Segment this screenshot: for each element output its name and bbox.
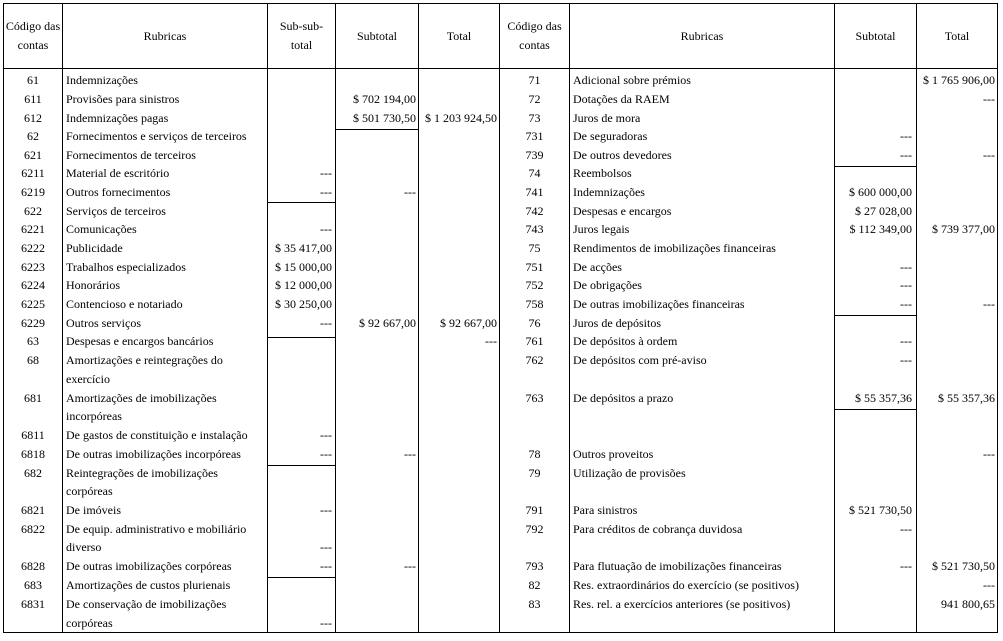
left-rubrica: Honorários <box>66 278 120 292</box>
right-total-value: $ 55 357,36 <box>938 391 995 405</box>
left-subsubtotal-value <box>268 332 332 351</box>
right-total-value <box>917 464 995 483</box>
left-subsubtotal-value <box>268 127 332 146</box>
left-total-value <box>419 90 497 109</box>
left-account-code: 6219 <box>21 185 45 199</box>
right-total-value <box>917 239 995 258</box>
left-rubrica: Reintegrações de imobilizações <box>66 466 218 480</box>
right-account-code: 75 <box>528 241 541 255</box>
left-subtotal-value <box>336 71 416 90</box>
right-account-code: 741 <box>525 185 544 199</box>
right-subtotal-value <box>835 314 912 333</box>
left-account-code: 681 <box>24 391 42 405</box>
right-subtotal-value: $ 600 000,00 <box>849 185 912 199</box>
left-account-code: 6221 <box>21 222 45 236</box>
right-account-code: 78 <box>528 447 541 461</box>
right-total-value: $ 739 377,00 <box>932 222 995 236</box>
left-account-code: 682 <box>24 466 42 480</box>
right-rubrica <box>573 482 833 501</box>
right-rubrica <box>573 407 833 426</box>
right-total-value <box>917 426 995 445</box>
right-total-value <box>917 183 995 202</box>
left-subsubtotal-value: --- <box>320 222 332 236</box>
right-rubrica: Para créditos de cobrança duvidosa <box>573 522 743 536</box>
left-account-code: 612 <box>24 111 42 125</box>
right-account-code: 731 <box>525 129 544 143</box>
right-total-value <box>917 314 995 333</box>
right-rubrica: Para sinistros <box>573 503 638 517</box>
right-rubrica: De acções <box>573 260 622 274</box>
right-rubrica: Indemnizações <box>573 185 645 199</box>
left-subsubtotal-value: --- <box>320 166 332 180</box>
left-account-code: 6822 <box>21 522 45 536</box>
left-account-code <box>4 407 62 426</box>
left-rubrica: Publicidade <box>66 241 123 255</box>
left-subtotal-value <box>336 614 416 633</box>
left-account-code: 62 <box>27 129 39 143</box>
left-rubrica: De outras imobilizações incorpóreas <box>66 447 241 461</box>
left-total-value <box>419 220 497 239</box>
right-subtotal-value <box>835 576 912 595</box>
right-subtotal-value: $ 521 730,50 <box>849 503 912 517</box>
left-subtotal-value <box>336 520 416 539</box>
right-subtotal-value: $ 27 028,00 <box>855 204 912 218</box>
right-total-value <box>917 127 995 146</box>
left-subsubtotal-value <box>268 520 332 539</box>
left-subtotal-value <box>336 220 416 239</box>
left-rubrica: Trabalhos especializados <box>66 260 186 274</box>
right-total-value <box>917 258 995 277</box>
left-subsubtotal-value: --- <box>320 316 332 330</box>
left-account-code: 6828 <box>21 559 45 573</box>
left-account-code: 621 <box>24 148 42 162</box>
left-rubrica: Outros serviços <box>66 316 141 330</box>
left-subtotal-value: --- <box>404 559 416 573</box>
left-subtotal-value <box>336 127 416 146</box>
left-account-code: 6211 <box>21 166 45 180</box>
left-account-code: 63 <box>27 334 39 348</box>
left-total-value <box>419 520 497 539</box>
left-total-value <box>419 127 497 146</box>
right-subtotal-value: --- <box>900 522 912 536</box>
right-account-code: 758 <box>525 297 544 311</box>
right-total-value <box>917 332 995 351</box>
left-subsubtotal-value <box>268 90 332 109</box>
left-rubrica: De imóveis <box>66 503 121 517</box>
left-total-value <box>419 258 497 277</box>
left-total-value <box>419 295 497 314</box>
right-rubrica: Utilização de provisões <box>573 466 686 480</box>
left-total-value <box>419 71 497 90</box>
left-subtotal-value: --- <box>404 447 416 461</box>
left-total-value <box>419 407 497 426</box>
right-total-value <box>917 407 995 426</box>
left-subtotal-value <box>336 332 416 351</box>
right-subtotal-value <box>835 164 912 183</box>
left-rubrica: De equip. administrativo e mobiliário <box>66 522 247 536</box>
left-total-value <box>419 445 497 464</box>
left-rubrica: Indemnizações <box>66 73 138 87</box>
left-rubrica: De gastos de constituição e instalação <box>66 428 248 442</box>
header-left-subtotal: Subtotal <box>356 28 397 43</box>
left-subtotal-value <box>336 426 416 445</box>
left-account-code: 6222 <box>21 241 45 255</box>
right-rubrica: De seguradoras <box>573 129 648 143</box>
left-rubrica: De conservação de imobilizações <box>66 597 227 611</box>
left-account-code: 6831 <box>21 597 45 611</box>
left-subsubtotal-value: --- <box>320 185 332 199</box>
right-account-code: 74 <box>528 166 541 180</box>
left-total-value <box>419 576 497 595</box>
left-account-code: 6224 <box>21 278 45 292</box>
right-rubrica: Juros legais <box>573 222 630 236</box>
right-subtotal-value: $ 55 357,36 <box>855 391 912 405</box>
left-subtotal-value <box>336 501 416 520</box>
left-subsubtotal-value <box>268 109 332 128</box>
header-left-rubricas: Rubricas <box>143 28 187 43</box>
right-subtotal-value <box>835 445 912 464</box>
right-total-value: --- <box>983 578 995 592</box>
right-rubrica: Res. extraordinários do exercício (se positivos) <box>573 578 799 592</box>
left-subtotal-value: --- <box>404 185 416 199</box>
left-subsubtotal-value <box>268 482 332 501</box>
right-account-code: 71 <box>528 73 541 87</box>
left-rubrica: Amortizações de custos plurienais <box>66 578 231 592</box>
right-subtotal-value: --- <box>900 148 912 162</box>
left-subsubtotal-value: $ 30 250,00 <box>275 297 332 311</box>
left-subtotal-value: $ 501 730,50 <box>353 111 416 125</box>
left-total-value <box>419 557 497 576</box>
left-rubrica: Amortizações de imobilizações <box>66 391 217 405</box>
left-account-code: 6223 <box>21 260 45 274</box>
left-subtotal-value <box>336 370 416 389</box>
left-rubrica: exercício <box>66 372 110 386</box>
right-account-code: 761 <box>525 334 544 348</box>
left-subsubtotal-value: --- <box>320 616 332 630</box>
right-account-code: 763 <box>525 391 544 405</box>
left-subtotal-value <box>336 295 416 314</box>
left-subsubtotal-value: $ 35 417,00 <box>275 241 332 255</box>
right-subtotal-value <box>835 370 912 389</box>
right-total-value <box>917 501 995 520</box>
left-subtotal-value <box>336 595 416 614</box>
right-rubrica: Reembolsos <box>573 166 632 180</box>
left-total-value <box>419 183 497 202</box>
left-rubrica: incorpóreas <box>66 409 122 423</box>
left-subsubtotal-value: --- <box>320 428 332 442</box>
right-total-value <box>917 614 995 633</box>
right-rubrica: De outras imobilizações financeiras <box>573 297 745 311</box>
right-subtotal-value <box>835 90 912 109</box>
right-rubrica: Dotações da RAEM <box>573 92 670 106</box>
left-subsubtotal-value <box>268 407 332 426</box>
left-account-code <box>4 370 62 389</box>
left-account-code <box>4 614 62 633</box>
right-account-code: 752 <box>525 278 544 292</box>
left-subtotal-value: $ 702 194,00 <box>353 92 416 106</box>
right-rubrica <box>573 614 833 633</box>
left-total-value <box>419 501 497 520</box>
left-subtotal-value <box>336 258 416 277</box>
header-right-code: Código das contas <box>507 19 562 52</box>
right-account-code <box>500 482 569 501</box>
left-total-value <box>419 614 497 633</box>
right-subtotal-value: --- <box>900 559 912 573</box>
right-rubrica <box>573 370 833 389</box>
left-subsubtotal-value <box>268 464 332 483</box>
left-subsubtotal-value <box>268 389 332 408</box>
left-rubrica: Despesas e encargos bancários <box>66 334 214 348</box>
right-rubrica: Para flutuação de imobilizações financeiras <box>573 559 782 573</box>
right-total-value: 941 800,65 <box>941 597 995 611</box>
left-rubrica: corpóreas <box>66 484 113 498</box>
header-divider <box>4 68 997 69</box>
right-total-value <box>917 164 995 183</box>
left-account-code <box>4 482 62 501</box>
right-account-code: 742 <box>525 204 544 218</box>
left-total-value <box>419 239 497 258</box>
right-account-code: 743 <box>525 222 544 236</box>
right-account-code: 83 <box>528 597 541 611</box>
left-rubrica: Comunicações <box>66 222 137 236</box>
left-total-value <box>419 370 497 389</box>
right-account-code: 76 <box>528 316 541 330</box>
header-right-subtotal: Subtotal <box>855 28 896 43</box>
left-total-value <box>419 146 497 165</box>
left-total-value: $ 1 203 924,50 <box>425 111 497 125</box>
left-rubrica: Amortizações e reintegrações do <box>66 353 223 367</box>
left-rubrica: Outros fornecimentos <box>66 185 171 199</box>
right-account-code: 739 <box>525 148 544 162</box>
left-rubrica: Indemnizações pagas <box>66 111 169 125</box>
left-total-value <box>419 389 497 408</box>
left-subsubtotal-value: --- <box>320 503 332 517</box>
right-rubrica: Rendimentos de imobilizações financeiras <box>573 241 776 255</box>
right-subtotal-value <box>835 109 912 128</box>
right-total-value <box>917 351 995 370</box>
right-account-code <box>500 370 569 389</box>
header-right-total: Total <box>944 28 970 43</box>
right-account-code <box>500 538 569 557</box>
right-rubrica: Despesas e encargos <box>573 204 672 218</box>
left-total-value <box>419 426 497 445</box>
left-subsubtotal-value <box>268 146 332 165</box>
header-left-total: Total <box>446 28 472 43</box>
left-rubrica: diverso <box>66 540 102 554</box>
header-left-subsubtotal: Sub-sub-total <box>279 19 324 52</box>
left-total-value <box>419 595 497 614</box>
right-rubrica: De depósitos com pré-aviso <box>573 353 707 367</box>
right-account-code <box>500 426 569 445</box>
right-total-value: $ 1 765 906,00 <box>923 73 995 87</box>
header-left-code: Código das contas <box>5 19 61 52</box>
right-total-value <box>917 482 995 501</box>
right-total-value <box>917 520 995 539</box>
left-subsubtotal-value <box>268 370 332 389</box>
right-subtotal-value: --- <box>900 278 912 292</box>
right-rubrica: Adicional sobre prémios <box>573 73 691 87</box>
right-subtotal-value: --- <box>900 260 912 274</box>
left-subtotal-value <box>336 389 416 408</box>
left-subsubtotal-value <box>268 202 332 221</box>
left-subtotal-value <box>336 576 416 595</box>
left-subtotal-value <box>336 276 416 295</box>
left-total-value <box>419 164 497 183</box>
left-subtotal-value <box>336 538 416 557</box>
right-subtotal-value <box>835 71 912 90</box>
left-subtotal-value <box>336 146 416 165</box>
left-rubrica: Fornecimentos e serviços de terceiros <box>66 129 247 143</box>
header-right-rubricas: Rubricas <box>680 28 724 43</box>
right-subtotal-value <box>835 538 912 557</box>
right-rubrica: Juros de depósitos <box>573 316 661 330</box>
right-subtotal-value <box>835 614 912 633</box>
right-account-code: 792 <box>525 522 544 536</box>
left-subsubtotal-value <box>268 351 332 370</box>
left-subsubtotal-value: --- <box>320 540 332 554</box>
left-account-code: 6811 <box>21 428 45 442</box>
left-subsubtotal-value: $ 12 000,00 <box>275 278 332 292</box>
left-rubrica: Serviços de terceiros <box>66 204 166 218</box>
right-subtotal-value <box>835 482 912 501</box>
left-subtotal-value <box>336 464 416 483</box>
right-account-code <box>500 614 569 633</box>
left-subtotal-value: $ 92 667,00 <box>359 316 416 330</box>
right-account-code: 82 <box>528 578 541 592</box>
right-account-code: 79 <box>528 466 541 480</box>
right-account-code: 751 <box>525 260 544 274</box>
right-subtotal-value <box>835 239 912 258</box>
left-subsubtotal-value: $ 15 000,00 <box>275 260 332 274</box>
left-account-code: 6821 <box>21 503 45 517</box>
right-rubrica: Outros proveitos <box>573 447 654 461</box>
right-total-value <box>917 538 995 557</box>
left-account-code: 68 <box>27 353 39 367</box>
right-rubrica: De obrigações <box>573 278 642 292</box>
left-account-code <box>4 538 62 557</box>
right-subtotal-value: --- <box>900 297 912 311</box>
right-total-value <box>917 370 995 389</box>
left-account-code: 611 <box>24 92 42 106</box>
right-rubrica <box>573 426 833 445</box>
left-account-code: 683 <box>24 578 42 592</box>
right-subtotal-value <box>835 595 912 614</box>
right-subtotal-value: --- <box>900 353 912 367</box>
left-rubrica: Provisões para sinistros <box>66 92 180 106</box>
right-total-value <box>917 109 995 128</box>
right-account-code: 73 <box>528 111 541 125</box>
left-total-value <box>419 482 497 501</box>
column-divider <box>569 4 570 632</box>
right-rubrica: Res. rel. a exercícios anteriores (se positivos) <box>573 597 791 611</box>
accounts-table <box>3 3 998 633</box>
right-rubrica: De outros devedores <box>573 148 672 162</box>
left-subtotal-value <box>336 164 416 183</box>
left-total-value <box>419 276 497 295</box>
right-rubrica: Juros de mora <box>573 111 641 125</box>
left-total-value: --- <box>485 334 497 348</box>
column-divider <box>62 4 63 632</box>
left-subsubtotal-value: --- <box>320 559 332 573</box>
right-account-code: 72 <box>528 92 541 106</box>
right-total-value: --- <box>983 92 995 106</box>
left-account-code: 6225 <box>21 297 45 311</box>
right-account-code <box>500 407 569 426</box>
right-subtotal-value: $ 112 349,00 <box>849 222 912 236</box>
right-total-value <box>917 276 995 295</box>
left-account-code: 61 <box>27 73 39 87</box>
left-account-code: 6229 <box>21 316 45 330</box>
left-rubrica: De outras imobilizações corpóreas <box>66 559 232 573</box>
right-total-value: --- <box>983 447 995 461</box>
right-subtotal-value: --- <box>900 129 912 143</box>
left-rubrica: Fornecimentos de terceiros <box>66 148 196 162</box>
left-subtotal-value <box>336 239 416 258</box>
left-account-code: 622 <box>24 204 42 218</box>
right-account-code: 762 <box>525 353 544 367</box>
left-total-value <box>419 464 497 483</box>
left-rubrica: Material de escritório <box>66 166 170 180</box>
right-total-value: --- <box>983 297 995 311</box>
right-total-value: --- <box>983 148 995 162</box>
right-subtotal-value <box>835 426 912 445</box>
left-subsubtotal-value <box>268 576 332 595</box>
left-subtotal-value <box>336 482 416 501</box>
right-account-code: 791 <box>525 503 544 517</box>
left-subtotal-value <box>336 202 416 221</box>
right-subtotal-value <box>835 407 912 426</box>
right-total-value <box>917 202 995 221</box>
left-rubrica: corpóreas <box>66 616 113 630</box>
right-rubrica: De depósitos à ordem <box>573 334 678 348</box>
left-total-value <box>419 538 497 557</box>
left-subsubtotal-value <box>268 595 332 614</box>
left-total-value: $ 92 667,00 <box>440 316 497 330</box>
left-total-value <box>419 202 497 221</box>
left-rubrica: Contencioso e notariado <box>66 297 183 311</box>
left-subtotal-value <box>336 351 416 370</box>
right-subtotal-value: --- <box>900 334 912 348</box>
left-subsubtotal-value <box>268 71 332 90</box>
right-rubrica <box>573 538 833 557</box>
right-account-code: 793 <box>525 559 544 573</box>
right-subtotal-value <box>835 464 912 483</box>
left-total-value <box>419 351 497 370</box>
right-total-value: $ 521 730,50 <box>932 559 995 573</box>
right-rubrica: De depósitos a prazo <box>573 391 674 405</box>
left-account-code: 6818 <box>21 447 45 461</box>
left-subsubtotal-value: --- <box>320 447 332 461</box>
left-subtotal-value <box>336 407 416 426</box>
